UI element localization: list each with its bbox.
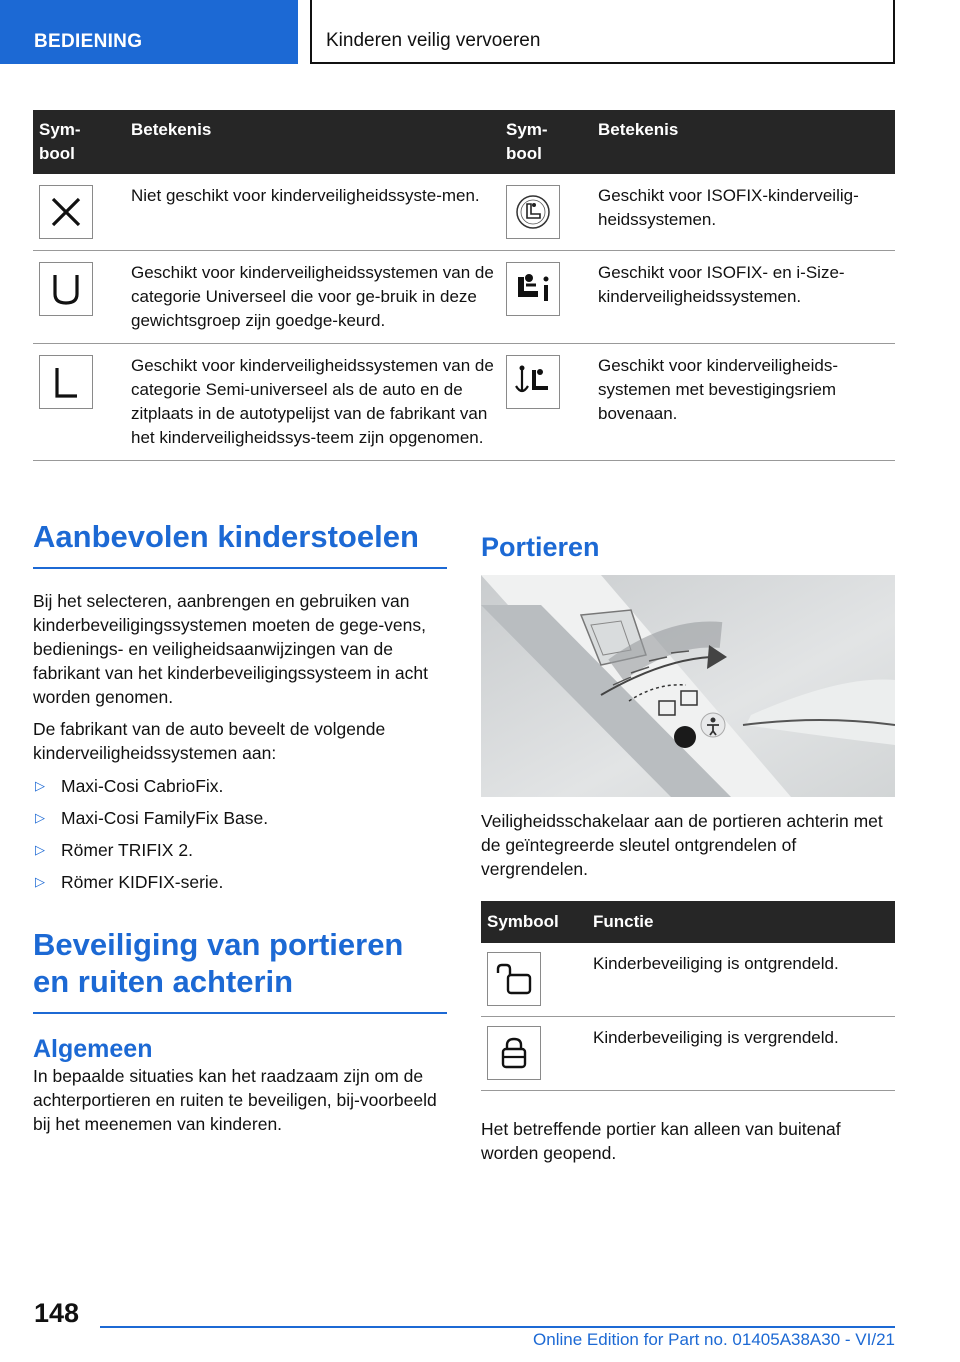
door-lock-switch-photo xyxy=(481,575,895,797)
row3-left-text: Geschikt voor kinderveiligheidssystemen van de categorie Semi-universeel als de auto en de zitplaats in de autotypelijst van de fabrikant van het kinderveiligheidssys-teem zijn opgenomen. xyxy=(125,344,500,461)
triangle-bullet-icon: ▷ xyxy=(35,778,45,793)
right-column xyxy=(481,518,895,1165)
triangle-bullet-icon: ▷ xyxy=(35,842,45,857)
header-symbool-left: Sym- bool xyxy=(33,110,125,174)
header-symbool-right: Sym- bool xyxy=(500,110,592,174)
row2-right-text: Geschikt voor ISOFIX- en i-Size-kinderveiligheidssystemen. xyxy=(592,251,895,344)
list-item: ▷ Römer KIDFIX-serie. xyxy=(35,872,224,892)
locked-icon xyxy=(487,1026,541,1080)
header-symbool: Symbool xyxy=(481,901,587,943)
list-item: ▷ Maxi-Cosi FamilyFix Base. xyxy=(35,808,269,828)
letter-u-icon xyxy=(39,262,93,316)
unlocked-icon xyxy=(487,952,541,1006)
row3-right-text: Geschikt voor kinderveiligheids-systemen met bevestigingsriem bovenaan. xyxy=(592,344,895,461)
table-row xyxy=(33,344,895,461)
left-column xyxy=(33,518,447,1136)
paragraph-selection-advice: Bij het selecteren, aanbrengen en gebruiken van kinderbeveiligingssystemen moeten de gege-vens, bedienings- en veiligheidsaanwijzingen van de fabrikant van het kinderbeveiligingssysteem in acht worden genomen. xyxy=(33,591,428,707)
table-row xyxy=(33,174,895,251)
child-lock-table xyxy=(481,901,895,1091)
cross-icon xyxy=(39,185,93,239)
edition-note: Online Edition for Part no. 01405A38A30 - VI/21 xyxy=(533,1330,895,1349)
paragraph-door-note: Het betreffende portier kan alleen van buitenaf worden geopend. xyxy=(481,1119,841,1163)
triangle-bullet-icon: ▷ xyxy=(35,810,45,825)
header-betekenis-left: Betekenis xyxy=(125,110,500,174)
isofix-isize-icon xyxy=(506,262,560,316)
isofix-seat-icon xyxy=(506,185,560,239)
list-item: ▷ Maxi-Cosi CabrioFix. xyxy=(35,776,224,796)
triangle-bullet-icon: ▷ xyxy=(35,874,45,889)
table-row xyxy=(33,251,895,344)
heading-aanbevolen-kinderstoelen: Aanbevolen kinderstoelen xyxy=(33,518,447,569)
header-betekenis-right: Betekenis xyxy=(592,110,895,174)
recommended-seats-list xyxy=(33,774,447,894)
footer-divider xyxy=(100,1326,895,1328)
symbol-table-header xyxy=(33,110,895,174)
unlocked-text: Kinderbeveiliging is ontgrendeld. xyxy=(587,943,895,1017)
header-functie: Functie xyxy=(587,901,895,943)
heading-portieren: Portieren xyxy=(481,532,600,562)
table-row xyxy=(481,1017,895,1091)
heading-algemeen: Algemeen xyxy=(33,1035,153,1063)
symbol-table xyxy=(33,110,895,461)
letter-l-icon xyxy=(39,355,93,409)
row1-left-text: Niet geschikt voor kinderveiligheidssyste-men. xyxy=(125,174,500,251)
photo-caption: Veiligheidsschakelaar aan de portieren achterin met de geïntegreerde sleutel ontgrendelen of vergrendelen. xyxy=(481,811,883,879)
child-lock-table-header xyxy=(481,901,895,943)
section-tab: BEDIENING xyxy=(0,0,298,64)
table-row xyxy=(481,943,895,1017)
row2-left-text: Geschikt voor kinderveiligheidssystemen van de categorie Universeel die voor ge-bruik in deze gewichtsgroep zijn goedge-keurd. xyxy=(125,251,500,344)
locked-text: Kinderbeveiliging is vergrendeld. xyxy=(587,1017,895,1091)
paragraph-manufacturer-recommends: De fabrikant van de auto beveelt de volgende kinderveiligheidssystemen aan: xyxy=(33,719,386,763)
chapter-title: Kinderen veilig vervoeren xyxy=(310,0,895,64)
heading-beveiliging-portieren: Beveiliging van portieren en ruiten achterin xyxy=(33,926,447,1014)
top-tether-icon xyxy=(506,355,560,409)
list-item: ▷ Römer TRIFIX 2. xyxy=(35,840,193,860)
page-number: 148 xyxy=(34,1298,80,1328)
row1-right-text: Geschikt voor ISOFIX-kinderveilig-heidssystemen. xyxy=(592,174,895,251)
paragraph-algemeen: In bepaalde situaties kan het raadzaam zijn om de achterportieren en ruiten te beveiligen, bij-voorbeeld bij het meenemen van kinderen. xyxy=(33,1066,437,1134)
